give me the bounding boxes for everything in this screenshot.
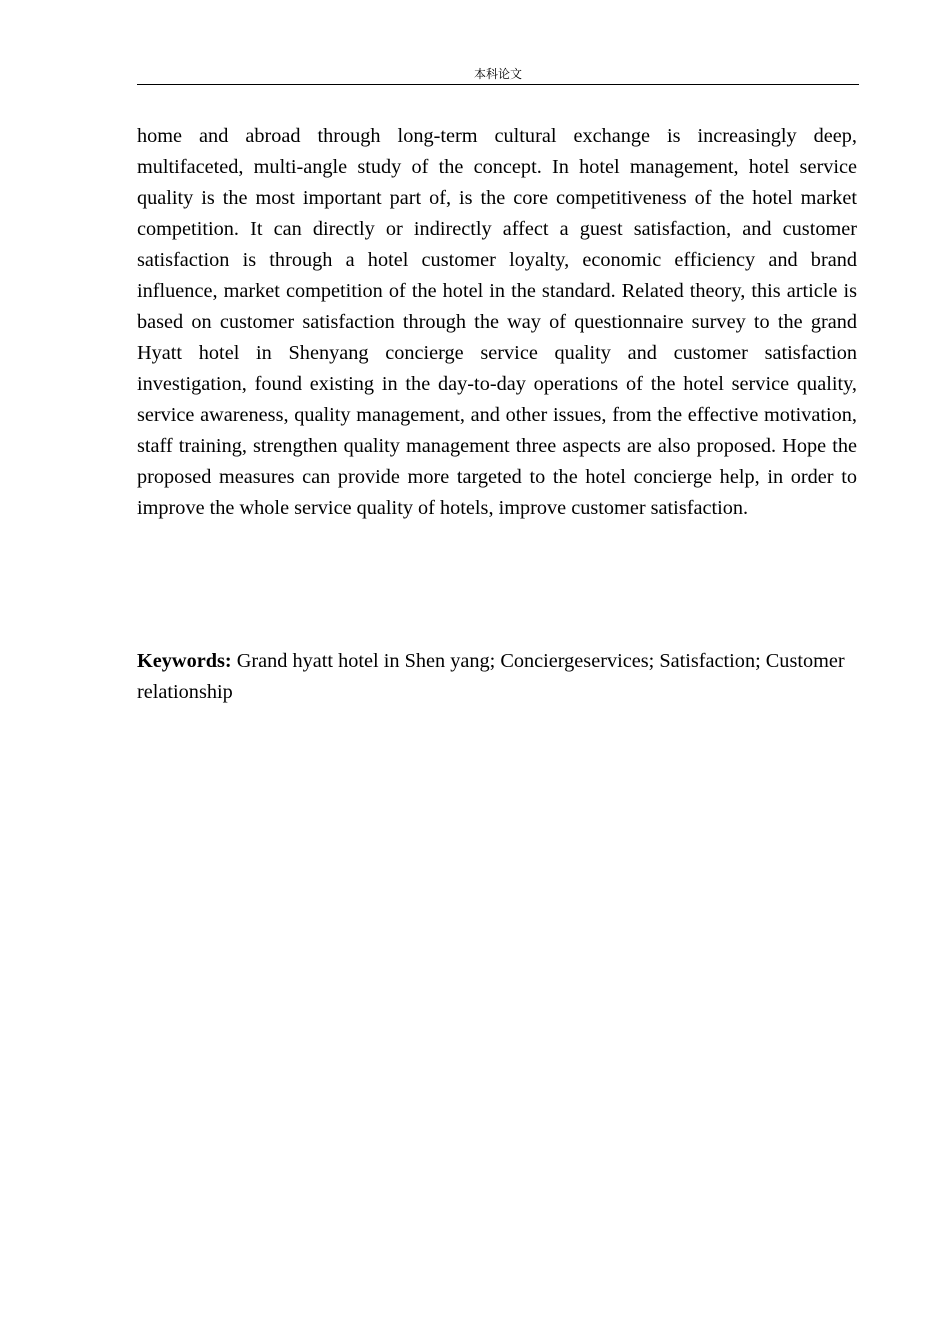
keywords-text: Grand hyatt hotel in Shen yang; Conciergeservices; Satisfaction; Customer relationship <box>137 650 845 703</box>
running-header: 本科论文 <box>137 66 859 85</box>
keywords-paragraph <box>137 646 857 708</box>
keywords-label: Keywords: <box>137 650 232 672</box>
abstract-body: home and abroad through long-term cultural exchange is increasingly deep, multifaceted, multi-angle study of the concept. In hotel management, hotel service quality is the most important part of, is the core competitiveness of the hotel market competition. It can directly or indirectly affect a guest satisfaction, and customer satisfaction is through a hotel customer loyalty, economic efficiency and brand influence, market competition of the hotel in the standard. Related theory, this article is based on customer satisfaction through the way of questionnaire survey to the grand Hyatt hotel in Shenyang concierge service quality and customer satisfaction investigation, found existing in the day-to-day operations of the hotel service quality, service awareness, quality management, and other issues, from the effective motivation, staff training, strengthen quality management three aspects are also proposed. Hope the proposed measures can provide more targeted to the hotel concierge help, in order to improve the whole service quality of hotels, improve customer satisfaction. <box>137 125 857 519</box>
